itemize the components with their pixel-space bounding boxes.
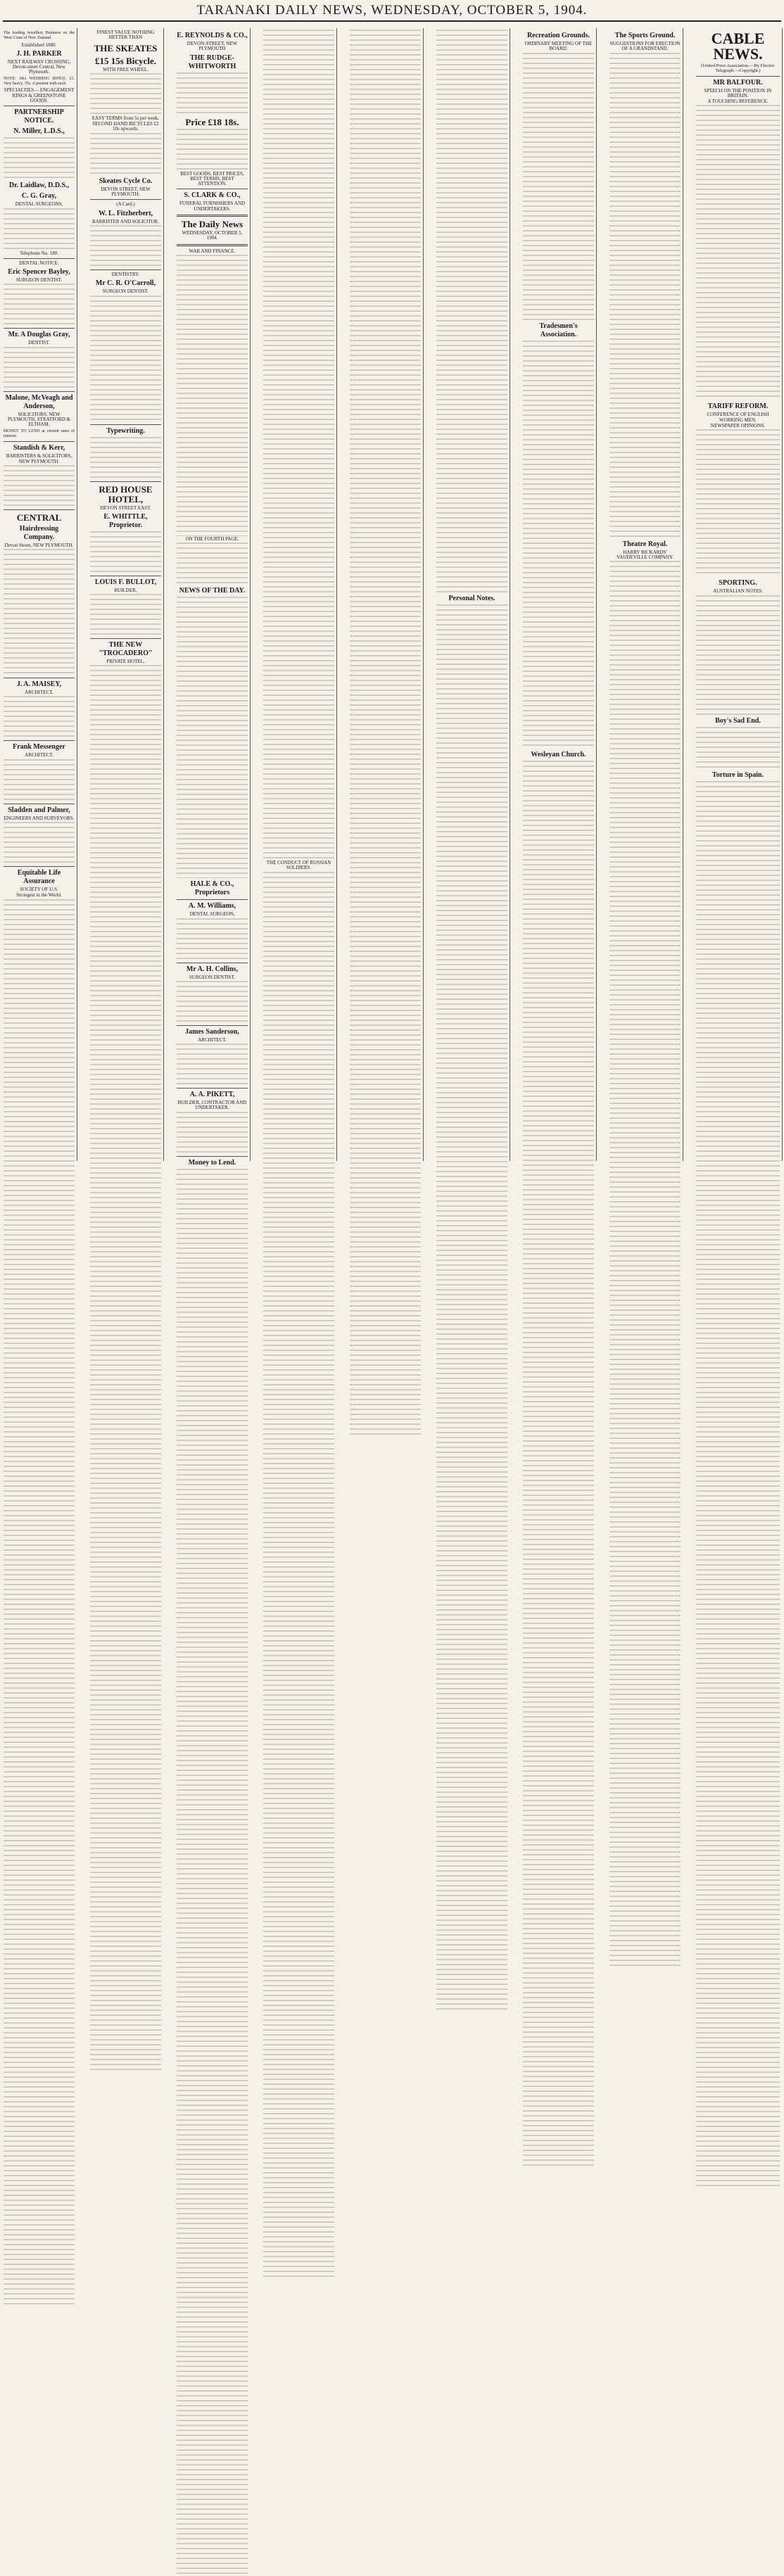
- free-wheel: WITH FREE WHEEL.: [103, 66, 148, 72]
- malone-title: SOLICITORS, NEW PLYMOUTH, STRATFORD & ELTHAM.: [8, 411, 70, 428]
- standish-name: Standish & Kerr,: [13, 444, 65, 452]
- boys-sad-end-heading: Boy's Sad End.: [715, 716, 761, 725]
- fitzherbert-title: BARRISTER AND SOLICITOR.: [92, 218, 159, 224]
- dentistry-heading: DENTISTRY.: [111, 271, 140, 277]
- text-block: [4, 137, 75, 179]
- ocarroll-name: Mr C. R. O'Carroll,: [95, 279, 156, 288]
- tariff-heading: TARIFF REFORM.: [707, 402, 769, 411]
- war-finance-heading: WAR AND FINANCE.: [189, 248, 236, 254]
- equitable-title: SOCIETY OF U.S.: [20, 887, 58, 893]
- dental-notice: DENTAL NOTICE.: [19, 260, 59, 266]
- collins-name: Mr A. H. Collins,: [186, 965, 239, 973]
- text-block: [4, 759, 75, 801]
- newspaper-opinions: NEWSPAPER OPINIONS.: [710, 423, 766, 429]
- text-block: [263, 872, 334, 2279]
- text-block: [90, 133, 161, 175]
- text-block: [4, 549, 75, 675]
- text-block: [177, 1169, 248, 2576]
- bayley-name: Eric Spencer Bayley,: [8, 268, 70, 277]
- rudge-price: Price £18 18s.: [185, 116, 239, 127]
- balfour-subheading: SPEECH ON THE POSITION IN BRITAIN.: [704, 87, 772, 99]
- text-block: [90, 296, 161, 422]
- sanderson-title: ARCHITECT.: [198, 1036, 227, 1043]
- column-6: [434, 28, 510, 1161]
- laidlaw-name: Dr. Laidlaw, D.D.S.,: [8, 182, 70, 190]
- theatre-heading: Theatre Royal.: [622, 540, 668, 548]
- conduct-heading: THE CONDUCT OF RUSSIAN SOLDIERS.: [266, 860, 331, 871]
- malone-name: Malone, McVeagh and Anderson,: [5, 393, 73, 410]
- text-block: [90, 225, 161, 267]
- clark-title: FUNERAL FURNISHERS AND UNDERTAKERS.: [179, 201, 246, 212]
- text-block: [4, 822, 75, 864]
- text-block: [523, 761, 594, 2168]
- central-heading: CENTRAL: [16, 512, 62, 523]
- partnership-heading: PARTNERSHIP NOTICE.: [14, 108, 64, 125]
- parker-name: J. H. PARKER: [16, 49, 62, 58]
- hairdressing-address: Devon Street, NEW PLYMOUTH.: [4, 542, 74, 548]
- text-block: [263, 30, 334, 860]
- red-house-address: DEVON STREET EAST.: [100, 505, 151, 511]
- text-block: [696, 727, 780, 769]
- bayley-title: SURGEON DENTIST.: [15, 277, 63, 284]
- miller-name: N. Miller, L.D.S.,: [13, 127, 65, 136]
- standish-title: BARRISTERS & SOLICITORS, NEW PLYMOUTH.: [6, 453, 72, 464]
- text-block: [609, 561, 681, 1968]
- clark-heading: S. CLARK & CO.,: [184, 191, 241, 200]
- hale-proprietors: HALE & CO., Proprietors: [190, 880, 234, 897]
- balfour-heading: MR BALFOUR.: [713, 78, 763, 87]
- wesleyan-heading: Wesleyan Church.: [531, 750, 586, 759]
- text-block: [90, 437, 161, 479]
- fitzherbert-name: W. L. Fitzherbert,: [98, 209, 153, 217]
- equitable-name: Equitable Life Assurance: [17, 869, 61, 886]
- bullot-title: BUILDER,: [114, 587, 137, 593]
- reynolds-heading: E. REYNOLDS & CO.,: [177, 32, 248, 39]
- cable-news-subheading: (United Press Association.—By Electric Telegraph.—Copyright.): [701, 63, 775, 74]
- text-block: [436, 30, 507, 592]
- text-block: [4, 465, 75, 507]
- equitable-strongest: Strongest in the World.: [16, 892, 62, 899]
- sladden-title: ENGINEERS AND SURVEYORS.: [4, 815, 75, 821]
- skeates-heading: THE SKEATES: [94, 42, 158, 53]
- douglas-gray-name: Mr. A Douglas Gray,: [8, 331, 70, 339]
- text-block: [4, 347, 75, 389]
- text-block: [177, 72, 248, 115]
- pikett-name: A. A. PIKETT,: [189, 1091, 235, 1099]
- text-block: [177, 1043, 248, 1086]
- parker-note: NOTE: 18ct WEDDING RINGS, £1. Very heavy, 35s. A present with each.: [4, 76, 75, 87]
- text-block: [177, 597, 248, 878]
- masthead-title: TARANAKI DAILY NEWS, WEDNESDAY, OCTOBER 5, 1904.: [196, 3, 588, 18]
- text-block: [90, 531, 161, 573]
- text-block: [177, 1112, 248, 1154]
- money-note: MONEY TO LEND at current rates of interest.: [4, 429, 75, 438]
- text-block: [177, 255, 248, 536]
- tradesmen-heading: Tradesmen's Association.: [539, 322, 578, 338]
- recreation-subheading: ORDINARY MEETING OF THE BOARD.: [524, 41, 593, 52]
- fourth-page-heading: ON THE FOURTH PAGE.: [185, 535, 239, 542]
- best-goods: BEST GOODS, BEST PRICES, BEST TERMS, BEST ATTENTION.: [180, 170, 244, 187]
- vaudeville-subheading: HARRY RICKARDS' VAUDEVILLE COMPANY.: [617, 549, 674, 560]
- text-block: [696, 105, 780, 400]
- text-block: [523, 341, 594, 749]
- text-block: [523, 53, 594, 320]
- column-5: [348, 28, 424, 1161]
- tariff-subheading: CONFERENCE OF ENGLISH WORKING MEN.: [707, 412, 769, 423]
- recreation-heading: Recreation Grounds.: [526, 32, 590, 39]
- issue-date: WEDNESDAY, OCTOBER 5, 1904.: [182, 230, 243, 241]
- text-block: [177, 981, 248, 1023]
- skeates-price: £15 15s Bicycle.: [94, 55, 156, 66]
- hairdressing-heading: Hairdressing Company.: [19, 524, 59, 541]
- dental-surgeons: DENTAL SURGEONS,: [15, 201, 63, 208]
- daily-news-nameplate: The Daily News: [181, 219, 244, 230]
- finest-value: FINEST VALUE NOTHING BETTER THAN: [96, 30, 155, 41]
- text-block: [4, 284, 75, 326]
- text-block: [90, 594, 161, 636]
- text-block: [4, 696, 75, 738]
- douglas-gray-title: DENTIST.: [28, 340, 50, 346]
- masthead: [0, 0, 784, 28]
- balfour-subheading-2: A TOUCHING REFERENCE.: [707, 99, 769, 105]
- text-block: [350, 30, 421, 1437]
- whittle-name: E. WHITTLE, Proprietor.: [103, 512, 148, 529]
- trocadero-title: PRIVATE HOTEL,: [106, 659, 145, 665]
- text-block: [177, 543, 248, 585]
- ocarroll-title: SURGEON DENTIST.: [102, 288, 149, 295]
- typewriting-heading: Typewriting.: [106, 426, 145, 435]
- williams-name: A. M. Williams,: [188, 902, 236, 911]
- reynolds-address: DEVON-STREET, NEW PLYMOUTH: [186, 41, 238, 52]
- text-block: [177, 918, 248, 960]
- text-block: [177, 129, 248, 171]
- established-note: Established 1880.: [21, 42, 57, 48]
- second-hand: SECOND HAND BICYCLES £2 10s upwards.: [92, 121, 159, 132]
- easy-terms: EASY TERMS from 5s per week.: [91, 115, 160, 121]
- sanderson-name: James Sanderson,: [185, 1027, 239, 1036]
- jeweller-intro: The leading Jewellery Business on the West Coast of New Zealand.: [4, 31, 75, 41]
- personal-notes-heading: Personal Notes.: [448, 595, 495, 602]
- sports-ground-heading: The Sports Ground.: [614, 32, 676, 39]
- text-block: [90, 73, 161, 115]
- news-of-day-heading: NEWS OF THE DAY.: [179, 587, 246, 595]
- column-3: [175, 28, 251, 1167]
- column-4: [261, 28, 337, 1161]
- card-note: (A Card.): [116, 201, 135, 208]
- sladden-name: Sladden and Palmer,: [8, 806, 70, 814]
- sporting-heading: SPORTING.: [719, 579, 757, 588]
- money-to-lend: Money to Lend.: [188, 1158, 236, 1167]
- parker-address: NEXT RAILWAY CROSSING, Devon-street Central, New Plymouth.: [7, 58, 71, 75]
- red-house-heading: RED HOUSE HOTEL,: [99, 483, 153, 505]
- skeates-cycle-co: Skeates Cycle Co.: [99, 177, 153, 185]
- bullot-name: LOUIS F. BULLOT,: [94, 578, 157, 586]
- text-block: [696, 595, 780, 715]
- skeates-address: DEVON STREET, NEW PLYMOUTH.: [101, 186, 151, 198]
- torture-heading: Torture in Spain.: [712, 770, 764, 779]
- column-9: [694, 28, 783, 1161]
- text-block: [696, 781, 780, 2188]
- sports-ground-subheading: SUGGESTIONS FOR ERECTION OF A GRANDSTAND.: [609, 41, 681, 52]
- column-8: [607, 28, 683, 1161]
- text-block: [4, 208, 75, 250]
- text-block: [90, 665, 161, 2072]
- pikett-title: BUILDER, CONTRACTOR AND UNDERTAKER.: [177, 1100, 247, 1111]
- cable-news-heading: CABLE NEWS.: [711, 30, 765, 63]
- text-block: [609, 53, 681, 538]
- williams-title: DENTAL SURGEON,: [189, 911, 235, 918]
- collins-title: SURGEON DENTIST.: [189, 974, 236, 980]
- column-1: [1, 28, 77, 1161]
- specialties: SPECIALTIES— ENGAGEMENT RINGS & GREENSTONE GOODS.: [4, 87, 75, 103]
- text-block: [436, 604, 507, 2012]
- maisey-title: ARCHITECT.: [25, 690, 53, 696]
- messenger-name: Frank Messenger: [13, 743, 65, 751]
- telephone-note: Telephone No. 180.: [19, 250, 59, 256]
- rudge-heading: THE RUDGE-WHITWORTH: [188, 53, 236, 70]
- trocadero-heading: THE NEW "TROCADERO": [99, 641, 153, 658]
- sporting-subheading: AUSTRALIAN NOTES.: [713, 588, 763, 595]
- maisey-name: J. A. MAISEY,: [16, 680, 62, 689]
- gray-name: C. G. Gray,: [21, 192, 57, 201]
- text-block: [696, 429, 780, 577]
- column-7: [521, 28, 597, 1161]
- column-2: [88, 28, 164, 1161]
- text-block: [4, 899, 75, 2307]
- messenger-title: ARCHITECT.: [25, 752, 53, 759]
